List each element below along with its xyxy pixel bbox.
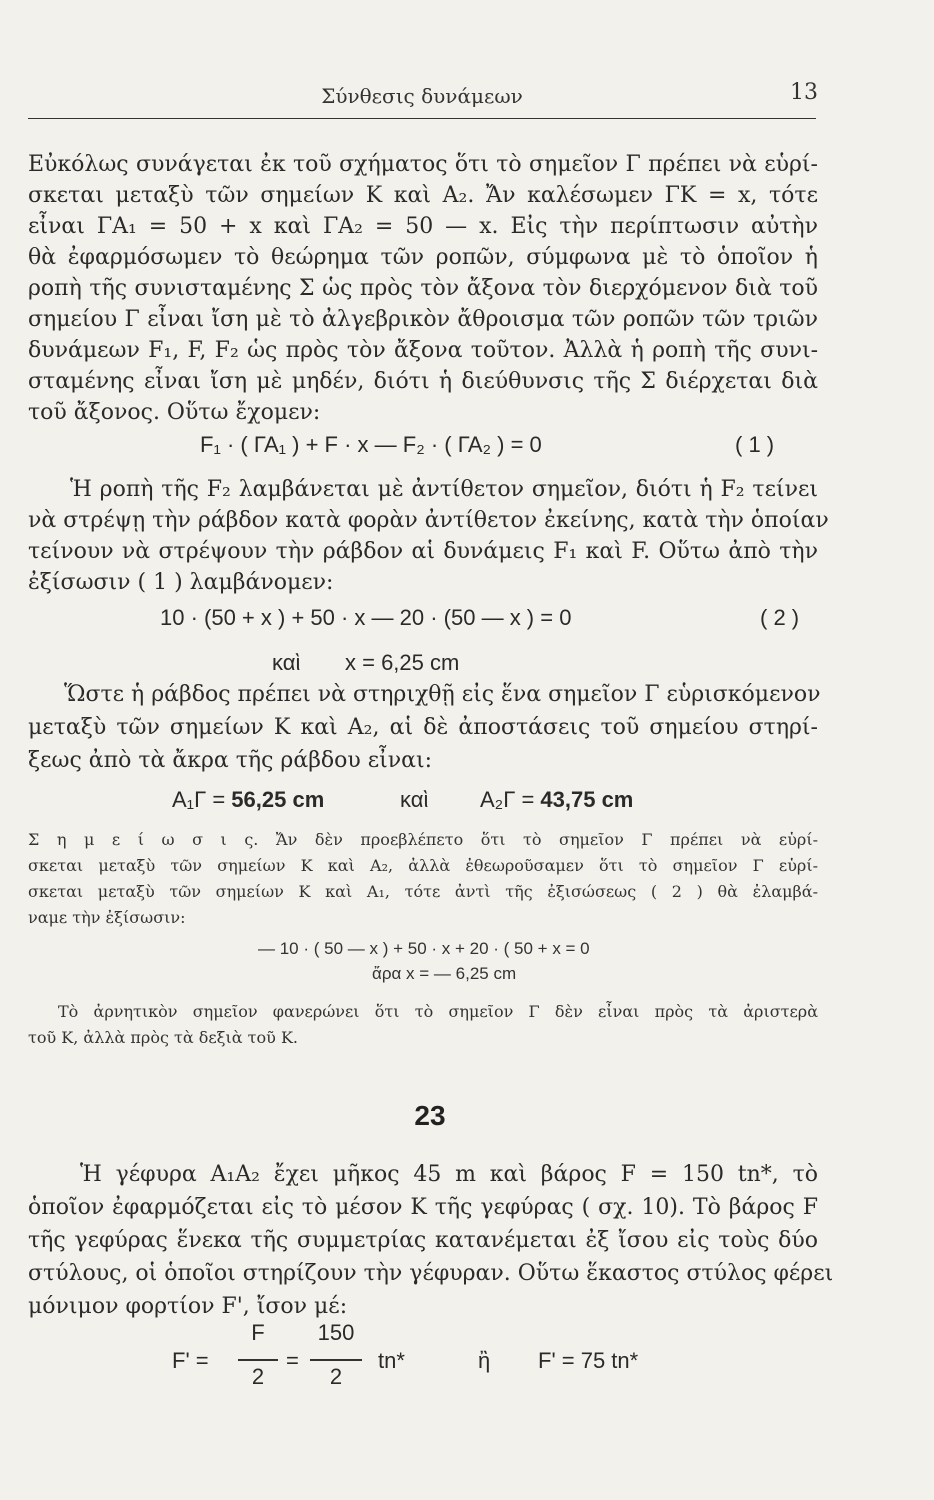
- equation-2: 10 · (50 + x ) + 50 · x — 20 · (50 — x ) = 0: [160, 605, 572, 630]
- final-rhs: F' = 75 tn*: [538, 1348, 639, 1373]
- or-word: ἢ: [478, 1348, 491, 1373]
- page-header: [28, 78, 816, 119]
- note-line: σκεται μεταξὺ τῶν σημείων Κ καὶ Α₁, τότε ἀντὶ τῆς ἐξισώσεως ( 2 ) θὰ ἐλαμβά-: [28, 882, 818, 901]
- paragraph-line: σκεται μεταξὺ τῶν σημείων Κ καὶ Α₂. Ἄν καλέσωμεν ΓΚ = x, τότε: [28, 183, 818, 208]
- paragraph-line: Ἡ γέφυρα Α₁Α₂ ἔχει μῆκος 45 m καὶ βάρος F = 150 tn*, τὸ: [80, 1162, 818, 1187]
- equation-2-number: ( 2 ): [760, 605, 800, 630]
- equation-3-conjunction: καὶ: [272, 650, 301, 675]
- paragraph-line: ξεως ἀπὸ τὰ ἄκρα τῆς ράβδου εἶναι:: [28, 748, 433, 773]
- paragraph-line: σταμένης εἶναι ἴση μὲ μηδέν, διότι ἡ διεύθυνσις τῆς Σ διέρχεται διὰ: [28, 369, 818, 394]
- note-line: τοῦ Κ, ἀλλὰ πρὸς τὰ δεξιὰ τοῦ Κ.: [28, 1028, 298, 1047]
- problem-number: 23: [414, 1100, 446, 1131]
- paragraph-line: Εὐκόλως συνάγεται ἐκ τοῦ σχήματος ὅτι τὸ σημεῖον Γ πρέπει νὰ εὑρί-: [28, 152, 818, 177]
- note-equation: — 10 · ( 50 — x ) + 50 · x + 20 · ( 50 + x = 0: [258, 939, 590, 958]
- result-right-value: 43,75 cm: [540, 787, 634, 812]
- final-lhs: F' =: [172, 1348, 209, 1373]
- fraction-2-bar: [310, 1359, 362, 1361]
- paragraph-line: τείνουν νὰ στρέψουν τὴν ράβδον αἱ δυνάμεις F₁ καὶ F. Οὕτω ἀπὸ τὴν: [28, 539, 818, 564]
- equation-1-number: ( 1 ): [735, 432, 775, 457]
- paragraph-line: ὁποῖον ἐφαρμόζεται εἰς τὸ μέσον Κ τῆς γεφύρας ( σχ. 10). Τὸ βάρος F: [28, 1195, 818, 1220]
- paragraph-line: ροπὴ τῆς συνισταμένης Σ ὡς πρὸς τὸν ἄξονα τὸν διερχόμενον διὰ τοῦ: [28, 276, 818, 301]
- fraction-1-bar: [238, 1359, 278, 1361]
- paragraph-line: νὰ στρέψῃ τὴν ράβδον κατὰ φορὰν ἀντίθετον ἐκείνης, κατὰ τὴν ὁποίαν: [28, 508, 829, 533]
- paragraph-line: τῆς γεφύρας ἕνεκα τῆς συμμετρίας κατανέμεται ἐξ ἴσου εἰς τοὺς δύο: [28, 1228, 818, 1253]
- paragraph-line: στύλους, οἱ ὁποῖοι στηρίζουν τὴν γέφυραν. Οὕτω ἕκαστος στύλος φέρει: [28, 1261, 834, 1286]
- note-line: ναμε τὴν ἐξίσωσιν:: [28, 908, 186, 927]
- equals-sign: =: [286, 1348, 299, 1373]
- fraction-2-numerator: 150: [317, 1320, 355, 1345]
- paragraph-line: θὰ ἐφαρμόσωμεν τὸ θεώρημα τῶν ροπῶν, σύμφωνα μὲ τὸ ὁποῖον ἡ: [28, 245, 818, 270]
- fraction-1-denominator: 2: [251, 1364, 265, 1389]
- running-title: Σύνθεσις δυνάμεων: [321, 84, 523, 108]
- fraction-1-numerator: F: [251, 1320, 265, 1345]
- paragraph-line: σημείου Γ εἶναι ἴση μὲ τὸ ἀλγεβρικὸν ἄθροισμα τῶν ροπῶν τῶν τριῶν: [28, 307, 818, 332]
- page-number: 13: [790, 80, 818, 105]
- fraction-2-denominator: 2: [329, 1364, 343, 1389]
- note-line: σκεται μεταξὺ τῶν σημείων Κ καὶ Α₂, ἀλλὰ ἐθεωροῦσαμεν ὅτι τὸ σημεῖον Γ εὑρί-: [28, 856, 818, 875]
- paragraph-line: μόνιμον φορτίον F', ἴσον μέ:: [28, 1294, 348, 1319]
- equation-1: F₁ · ( ΓΑ₁ ) + F · x — F₂ · ( ΓΑ₂ ) = 0: [200, 432, 542, 457]
- unit: tn*: [378, 1348, 405, 1373]
- paragraph-line: εἶναι ΓΑ₁ = 50 + x καὶ ΓΑ₂ = 50 — x. Εἰς τὴν περίπτωσιν αὐτὴν: [28, 214, 818, 239]
- result-left-label: Α₁Γ =: [172, 787, 232, 812]
- result-right: [480, 785, 633, 815]
- result-left-value: 56,25 cm: [231, 787, 325, 812]
- note-line: Τὸ ἀρνητικὸν σημεῖον φανερώνει ὅτι τὸ σημεῖον Γ δὲν εἶναι πρὸς τὰ ἀριστερὰ: [58, 1002, 818, 1021]
- equation-3: x = 6,25 cm: [345, 650, 460, 675]
- result-conjunction: καὶ: [400, 787, 429, 812]
- paragraph-line: μεταξὺ τῶν σημείων Κ καὶ Α₂, αἱ δὲ ἀποστάσεις τοῦ σημείου στηρί-: [28, 715, 818, 740]
- note-equation-result: ἄρα x = — 6,25 cm: [372, 964, 517, 983]
- paragraph-line: δυνάμεων F₁, F, F₂ ὡς πρὸς τὸν ἄξονα τοῦτον. Ἀλλὰ ἡ ροπὴ τῆς συνι-: [28, 338, 818, 363]
- result-left: [172, 785, 324, 815]
- paragraph-line: Ἡ ροπὴ τῆς F₂ λαμβάνεται μὲ ἀντίθετον σημεῖον, διότι ἡ F₂ τείνει: [70, 477, 818, 502]
- paragraph-line: ἐξίσωσιν ( 1 ) λαμβάνομεν:: [28, 570, 334, 595]
- result-right-label: Α₂Γ =: [480, 787, 541, 812]
- paragraph-line: Ὥστε ἡ ράβδος πρέπει νὰ στηριχθῇ εἰς ἕνα σημεῖον Γ εὑρισκόμενον: [64, 682, 821, 707]
- paragraph-line: τοῦ ἄξονος. Οὕτω ἔχομεν:: [28, 400, 321, 425]
- note-line: Σ η μ ε ί ω σ ι ς. Ἄν δὲν προεβλέπετο ὅτι τὸ σημεῖον Γ πρέπει νὰ εὑρί-: [28, 830, 818, 849]
